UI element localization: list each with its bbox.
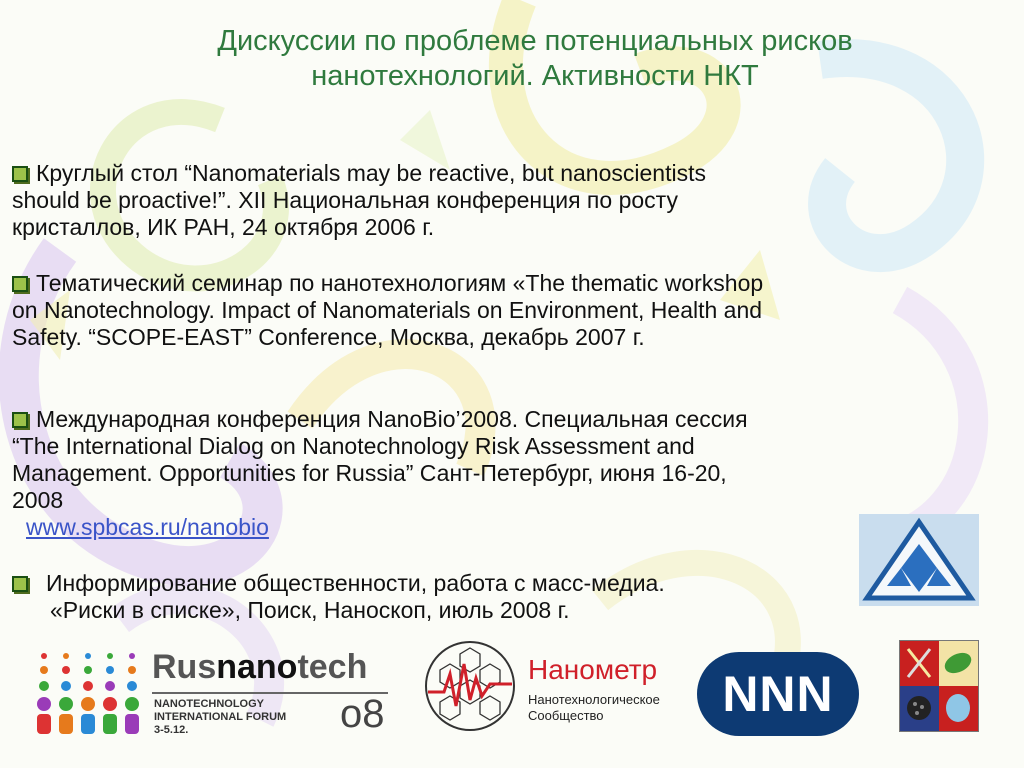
- item-text-line: Международная конференция NanoBio’2008. Специальная сессия: [36, 406, 748, 432]
- bullet-item-round-table: [12, 160, 972, 241]
- nanometr-name: Нанометр: [528, 654, 658, 685]
- bullet-item-workshop: [12, 270, 972, 351]
- checkbox-bullet-icon: [12, 576, 28, 592]
- brand-nano: nano: [216, 648, 298, 686]
- people-dots-icon: [36, 648, 146, 738]
- triangle-emblem-icon: [859, 514, 979, 606]
- forum-line-1: NANOTECHNOLOGY: [154, 698, 264, 710]
- nanobio-link[interactable]: www.spbcas.ru/nanobio: [26, 514, 269, 540]
- slide-title: [100, 24, 970, 94]
- bullet-item-nanobio: [12, 406, 972, 541]
- title-line-1: Дискуссии по проблеме потенциальных рисков: [217, 25, 853, 57]
- checkbox-bullet-icon: [12, 276, 28, 292]
- item-text-line: Круглый стол “Nanomaterials may be reactive, but nanoscientists: [36, 160, 706, 186]
- item-text-line: Тематический семинар по нанотехнологиям «The thematic workshop: [36, 270, 764, 296]
- item-text-line: Safety. “SCOPE-EAST” Conference, Москва, декабрь 2007 г.: [12, 324, 645, 350]
- checkbox-bullet-icon: [12, 412, 28, 428]
- nanotube-graph-icon: [418, 634, 522, 738]
- item-text-line: Информирование общественности, работа с масс-медиа.: [46, 570, 665, 596]
- brand-tech: tech: [297, 648, 368, 686]
- brand-rus: Rus: [152, 648, 217, 686]
- forum-line-3: 3-5.12.: [154, 724, 189, 736]
- rusnanotech-logo: [36, 648, 396, 738]
- nanometr-sub-1: Нанотехнологическое: [528, 692, 660, 707]
- forum-line-2: INTERNATIONAL FORUM: [154, 711, 287, 723]
- triangle-logo: [859, 514, 979, 606]
- nnn-text: NNN: [722, 666, 834, 722]
- coat-of-arms-emblem-icon: [900, 641, 978, 731]
- item-text-line: on Nanotechnology. Impact of Nanomaterials on Environment, Health and: [12, 297, 763, 323]
- item-text-line: кристаллов, ИК РАН, 24 октября 2006 г.: [12, 214, 435, 240]
- forum-year: o8: [340, 692, 385, 736]
- item-text-line: «Риски в списке», Поиск, Наноскоп, июль 2008 г.: [50, 597, 570, 623]
- item-text-line: Management. Opportunities for Russia” Сант-Петербург, июня 16-20,: [12, 460, 727, 486]
- checkbox-bullet-icon: [12, 166, 28, 182]
- item-text-line: should be proactive!”. XII Национальная конференция по росту: [12, 187, 678, 213]
- item-text-line: “The International Dialog on Nanotechnology Risk Assessment and: [12, 433, 695, 459]
- nnn-logo: [697, 652, 859, 736]
- title-line-2: нанотехнологий. Активности НКТ: [311, 60, 759, 92]
- item-text-line: 2008: [12, 487, 64, 513]
- coat-of-arms: [899, 640, 979, 732]
- nanometr-logo: [418, 632, 688, 742]
- bullet-item-media: [12, 570, 972, 624]
- nanometr-sub-2: Сообщество: [528, 708, 604, 723]
